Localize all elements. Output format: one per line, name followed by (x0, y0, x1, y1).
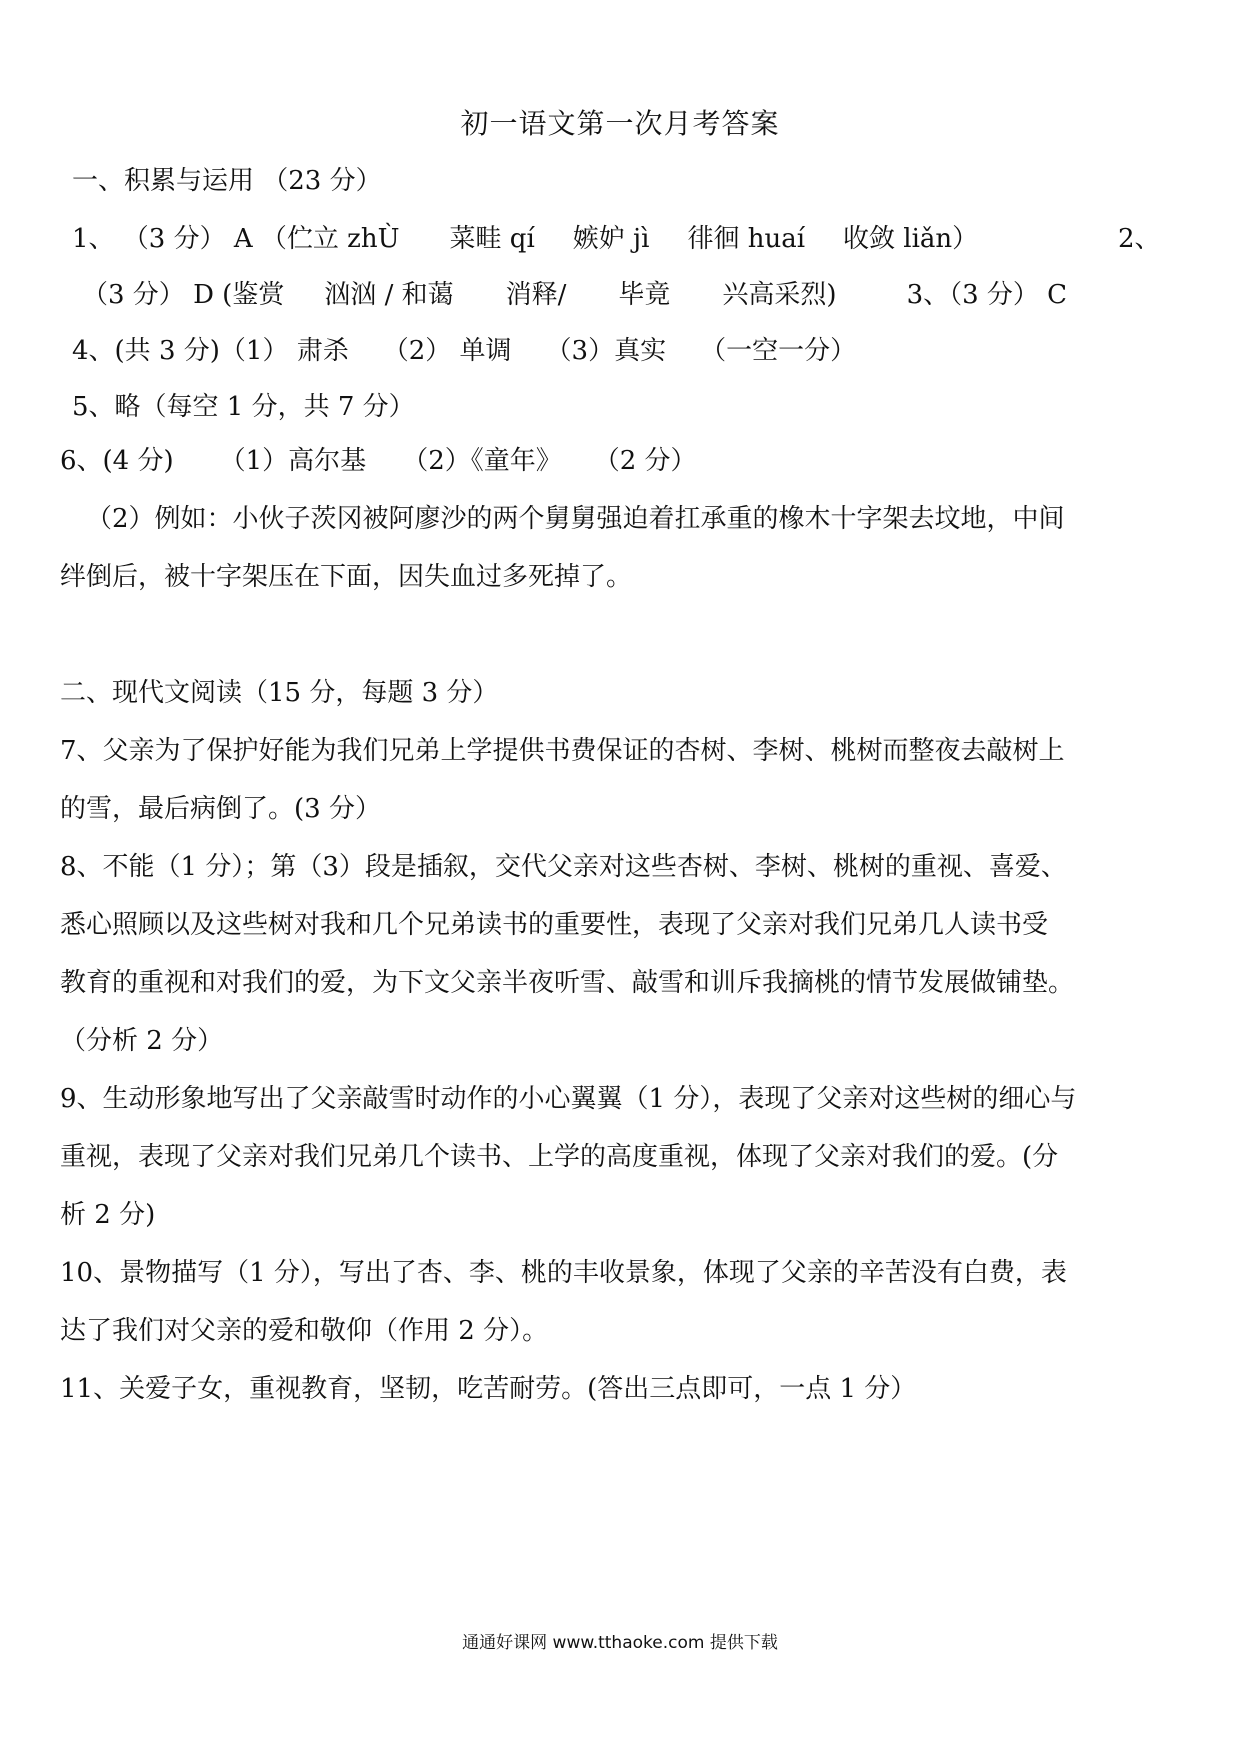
q1-part-a: 1、 （3 分） A （伫立 zhÙ (72, 224, 400, 254)
q6-part-c: （2）《童年》 (402, 446, 562, 476)
q6-line (60, 446, 697, 477)
q2-part-c: 消释/ (505, 280, 567, 310)
q6-part-d: （2 分） (593, 446, 697, 476)
q4-part-d: （一空一分） (700, 336, 857, 366)
section2-heading: 二、现代文阅读（15 分，每题 3 分） (60, 678, 499, 708)
q1-part-c: 嫉妒 jì (572, 224, 650, 254)
document-title: 初一语文第一次月考答案 (460, 107, 780, 140)
section2-line: （分析 2 分） (60, 1026, 224, 1056)
section2-line: 教育的重视和对我们的爱，为下文父亲半夜听雪、敲雪和训斥我摘桃的情节发展做铺垫。 (60, 968, 1075, 998)
section2-line: 7、父亲为了保护好能为我们兄弟上学提供书费保证的杏树、李树、桃树而整夜去敲树上 (60, 736, 1065, 766)
section2-line: 析 2 分) (60, 1200, 156, 1230)
q4-part-a: 4、(共 3 分)（1） 肃杀 (72, 336, 349, 366)
q2-number: 2、 (1118, 224, 1161, 254)
q1-part-b: 菜畦 qí (449, 224, 535, 254)
section2-line: 9、生动形象地写出了父亲敲雪时动作的小心翼翼（1 分），表现了父亲对这些树的细心与 (60, 1084, 1077, 1114)
q1-part-d: 徘徊 huaí (687, 224, 806, 254)
q6-part-b: （1）高尔基 (219, 446, 367, 476)
footer-credit: 通通好课网 www.tthaoke.com 提供下载 (462, 1633, 778, 1653)
q1-line (72, 224, 978, 255)
q2-part-e: 兴高采烈) (722, 280, 837, 310)
q6-example-line-1: （2）例如：小伙子茨冈被阿廖沙的两个舅舅强迫着扛承重的橡木十字架去坟地，中间 (86, 504, 1065, 534)
q1-part-e: 收敛 liǎn） (843, 224, 979, 254)
q6-part-a: 6、(4 分) (60, 446, 174, 476)
section2-line: 悉心照顾以及这些树对我和几个兄弟读书的重要性，表现了父亲对我们兄弟几人读书受 (60, 910, 1049, 940)
section1-heading: 一、积累与运用 （23 分） (72, 166, 382, 196)
q2-part-d: 毕竟 (618, 280, 671, 310)
q4-part-b: （2） 单调 (382, 336, 512, 366)
q3-answer: 3、（3 分） C (906, 280, 1068, 310)
q6-example-line-2: 绊倒后，被十字架压在下面，因失血过多死掉了。 (60, 562, 633, 592)
q5-line: 5、略（每空 1 分，共 7 分） (72, 392, 415, 422)
q2-part-a: （3 分） D (鉴赏 (82, 280, 285, 310)
section2-line: 达了我们对父亲的爱和敬仰（作用 2 分）。 (60, 1316, 549, 1346)
section2-line: 8、不能（1 分）；第（3）段是插叙，交代父亲对这些杏树、李树、桃树的重视、喜爱、 (60, 852, 1067, 882)
q2-part-b: 汹汹 / 和蔼 (324, 280, 454, 310)
section2-line: 11、关爱子女，重视教育，坚韧，吃苦耐劳。(答出三点即可，一点 1 分） (60, 1374, 917, 1404)
q2-line (82, 280, 1067, 311)
section2-line: 的雪，最后病倒了。(3 分） (60, 794, 381, 824)
q4-part-c: （3）真实 (545, 336, 667, 366)
q4-line (72, 336, 856, 367)
section2-line: 10、景物描写（1 分），写出了杏、李、桃的丰收景象，体现了父亲的辛苦没有白费，表 (60, 1258, 1067, 1288)
section2-line: 重视，表现了父亲对我们兄弟几个读书、上学的高度重视，体现了父亲对我们的爱。(分 (60, 1142, 1059, 1172)
